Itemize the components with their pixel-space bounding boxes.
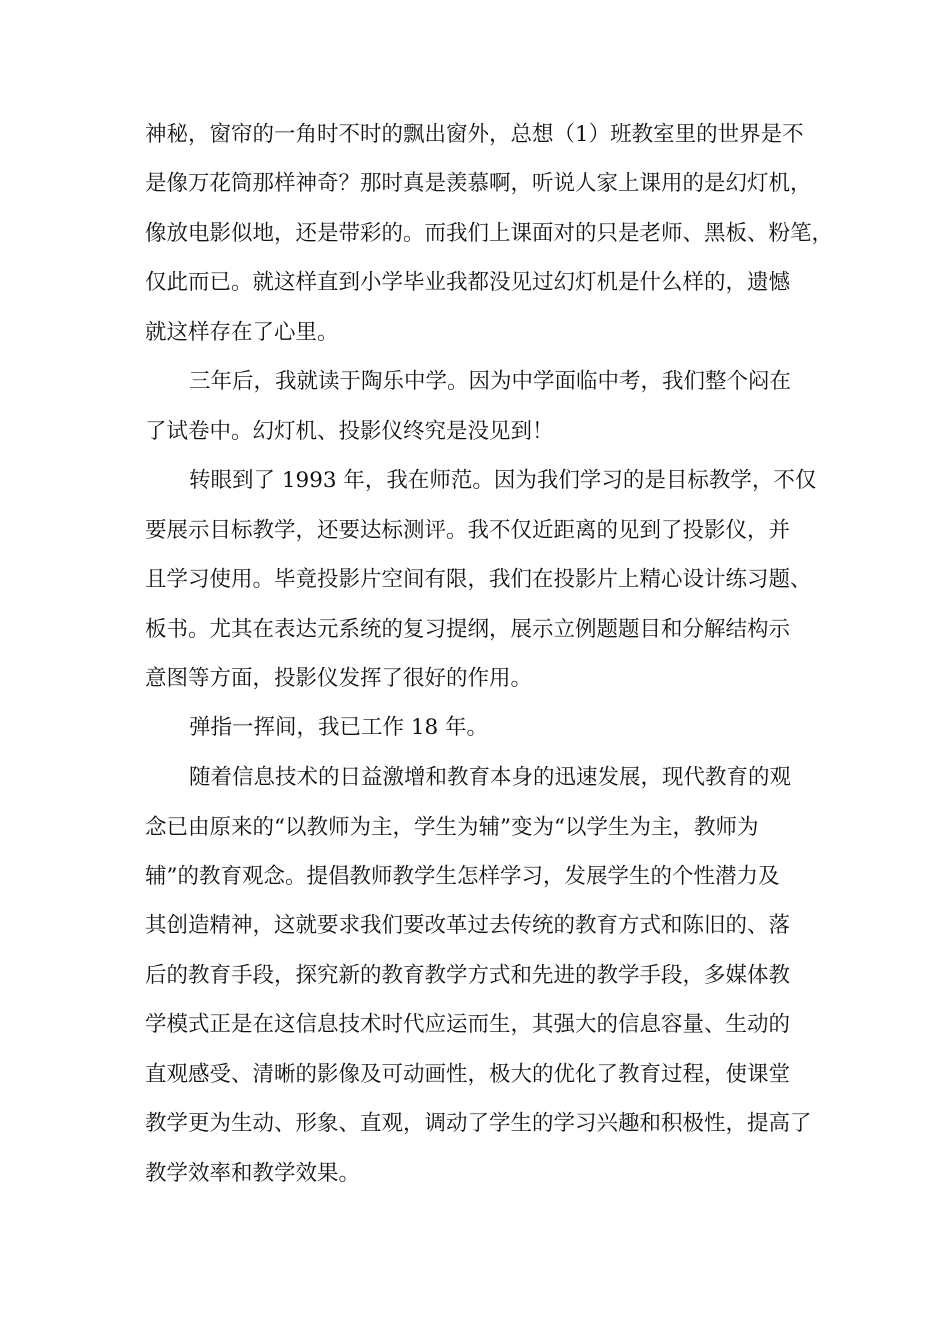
text-line-content: 了试卷中。幻灯机、投影仪终究是没见到！ — [145, 419, 554, 444]
text-line — [0, 164, 950, 204]
text-line-content: 弹指一挥间，我已工作 18 年。 — [189, 715, 489, 740]
text-line-content: 念已由原来的“以教师为主，学生为辅”变为“以学生为主，教师为 — [145, 815, 759, 840]
text-line-content: 直观感受、清晰的影像及可动画性，极大的优化了教育过程，使课堂 — [145, 1062, 791, 1087]
text-line — [0, 362, 950, 402]
text-line — [0, 659, 950, 699]
text-line-content: 且学习使用。毕竟投影片空间有限，我们在投影片上精心设计练习题、 — [145, 567, 812, 592]
text-line-content: 随着信息技术的日益激增和教育本身的迅速发展，现代教育的观 — [189, 765, 792, 790]
text-line-content: 后的教育手段，探究新的教育教学方式和先进的教学手段，多媒体教 — [145, 963, 791, 988]
text-line — [0, 461, 950, 501]
text-line — [0, 115, 950, 155]
text-line-content: 就这样存在了心里。 — [145, 320, 339, 345]
text-line — [0, 1104, 950, 1144]
text-line-content: 教学更为生动、形象、直观，调动了学生的学习兴趣和积极性，提高了 — [145, 1111, 812, 1136]
text-line — [0, 511, 950, 551]
text-line-content: 是像万花筒那样神奇？那时真是羡慕啊，听说人家上课用的是幻灯机， — [145, 171, 812, 196]
text-line-content: 转眼到了 1993 年，我在师范。因为我们学习的是目标教学，不仅 — [189, 468, 817, 493]
text-line — [0, 313, 950, 353]
text-line — [0, 1005, 950, 1045]
text-line — [0, 560, 950, 600]
text-line-content: 神秘，窗帘的一角时不时的飘出窗外，总想（1）班教室里的世界是不 — [145, 122, 804, 147]
text-line — [0, 906, 950, 946]
text-line — [0, 263, 950, 303]
text-line-content: 其创造精神，这就要求我们要改革过去传统的教育方式和陈旧的、落 — [145, 913, 791, 938]
text-line — [0, 808, 950, 848]
text-line-content: 辅”的教育观念。提倡教师教学生怎样学习，发展学生的个性潜力及 — [145, 864, 780, 889]
text-line-content: 仅此而已。就这样直到小学毕业我都没见过幻灯机是什么样的，遗憾 — [145, 270, 791, 295]
text-line — [0, 1055, 950, 1095]
text-line-content: 意图等方面，投影仪发挥了很好的作用。 — [145, 666, 533, 691]
text-line — [0, 1154, 950, 1194]
text-line — [0, 412, 950, 452]
text-line-content: 要展示目标教学，还要达标测评。我不仅近距离的见到了投影仪，并 — [145, 518, 791, 543]
text-line-content: 教学效率和教学效果。 — [145, 1161, 361, 1186]
text-line — [0, 708, 950, 748]
text-line-content: 学模式正是在这信息技术时代应运而生，其强大的信息容量、生动的 — [145, 1012, 791, 1037]
text-line-content: 像放电影似地，还是带彩的。而我们上课面对的只是老师、黑板、粉笔， — [145, 221, 834, 246]
text-line — [0, 758, 950, 798]
text-line — [0, 857, 950, 897]
text-line-content: 板书。尤其在表达元系统的复习提纲，展示立例题题目和分解结构示 — [145, 617, 791, 642]
text-line — [0, 214, 950, 254]
text-line — [0, 610, 950, 650]
text-line-content: 三年后，我就读于陶乐中学。因为中学面临中考，我们整个闷在 — [189, 369, 792, 394]
text-line — [0, 956, 950, 996]
